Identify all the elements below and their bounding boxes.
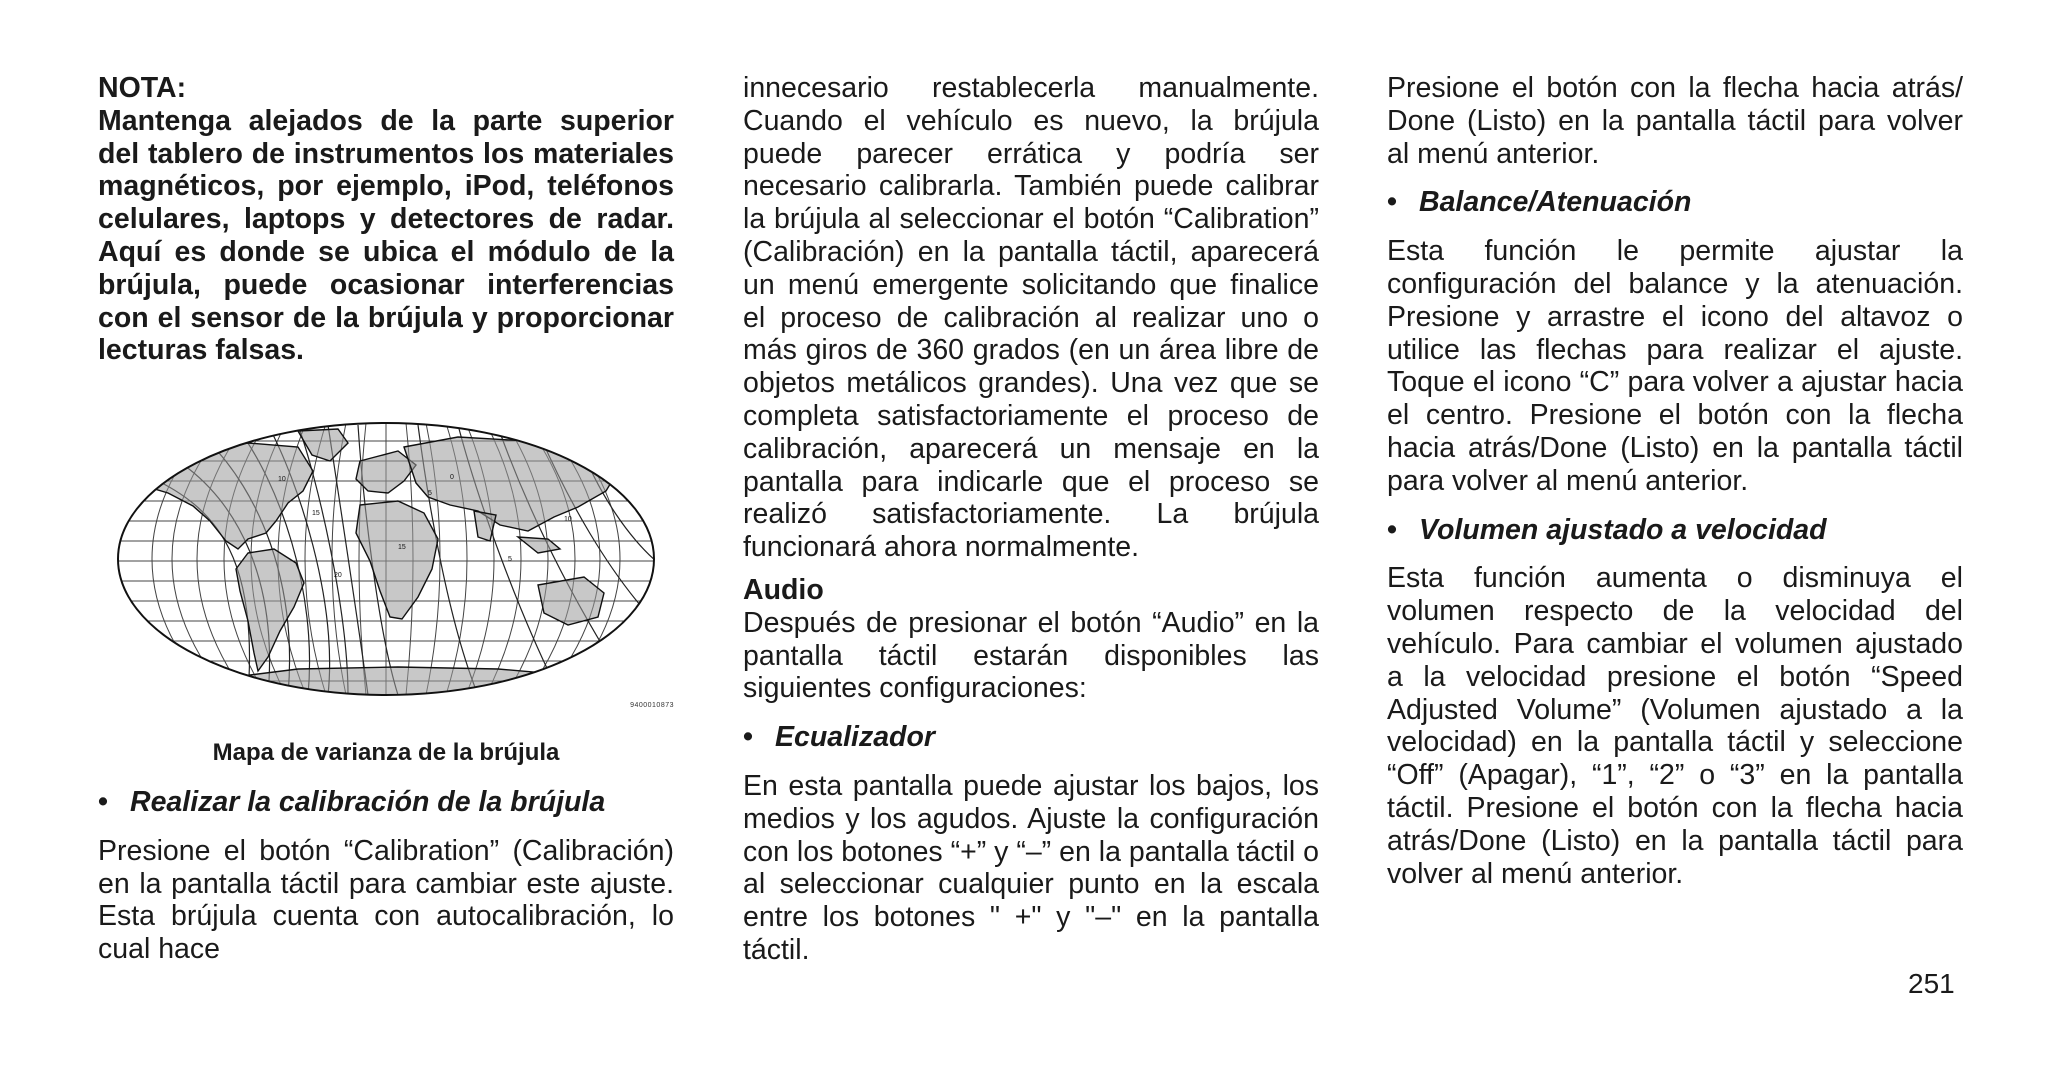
paragraph-speed-volume: Esta función aumenta o disminuya el volumen respecto de la velocidad del vehículo. Para cambiar el volumen ajustado a la velocidad presione el botón “Speed Adjusted Volume” (Volumen ajustado a la velocidad) en la pantalla táctil y seleccione “Off” (Apagar), “1”, “2” o “3” en la pantalla táctil. Presione el botón con la flecha hacia atrás/Done (Listo) en la pantalla táctil para volver al menú anterior. — [1387, 562, 1963, 890]
paragraph-equalizer: En esta pantalla puede ajustar los bajos, los medios y los agudos. Ajuste la configuración con los botones “+” y “–” en la pantalla táctil o al seleccionar cualquier punto en la escala entre los botones " +" y "–" en la pantalla táctil. — [743, 769, 1319, 966]
note-title: NOTA: — [98, 72, 187, 104]
svg-text:15: 15 — [312, 510, 320, 518]
paragraph-audio: Después de presionar el botón “Audio” en la pantalla táctil estarán disponibles las siguientes configuraciones: — [743, 606, 1319, 705]
column-left — [98, 72, 674, 966]
paragraph-calibration-cont: innecesario restablecerla manualmente. Cuando el vehículo es nuevo, la brújula puede parecer errática y podría ser necesario calibrarla. También puede calibrar la brújula al seleccionar el botón “Calibration” (Calibración) en la pantalla táctil, aparecerá un menú emergente solicitando que finalice el proceso de calibración al realizar uno o más giros de 360 grados (en un área libre de objetos metálicos grandes). Una vez que se completa satisfactoriamente el proceso de calibración, aparecerá un mensaje en la pantalla para indicarle que el proceso se realizó satisfactoriamente. La brújula funcionará ahora normalmente. — [743, 72, 1319, 564]
svg-text:0: 0 — [450, 474, 454, 482]
bullet-dot: • — [98, 785, 108, 818]
svg-text:20: 20 — [334, 572, 342, 580]
svg-text:5: 5 — [508, 556, 512, 564]
bullet-calibracion: • Realizar la calibración de la brújula — [98, 785, 606, 818]
paragraph-back-button: Presione el botón con la flecha hacia atrás/ Done (Listo) en la pantalla táctil para volver al menú anterior. — [1387, 72, 1963, 170]
bullet-ecualizador: • Ecualizador — [743, 721, 935, 754]
page-number: 251 — [1908, 968, 1955, 999]
figure-code: 9400010873 — [630, 702, 674, 710]
svg-text:5: 5 — [428, 490, 432, 498]
svg-text:15: 15 — [398, 544, 406, 552]
paragraph-calibration: Presione el botón “Calibration” (Calibración) en la pantalla táctil para cambiar este ajuste. Esta brújula cuenta con autocalibración, lo cual hace — [98, 834, 674, 966]
bullet-dot: • — [743, 721, 753, 754]
svg-text:10: 10 — [564, 516, 572, 524]
column-middle — [743, 72, 1319, 967]
world-map-illustration — [98, 421, 674, 731]
section-heading-audio: Audio — [743, 573, 824, 606]
note-body: Mantenga alejados de la parte superior del tablero de instrumentos los materiales magnéticos, por ejemplo, iPod, teléfonos celulares, laptops y detectores de radar. Aquí es donde se ubica el módulo de la brújula, puede ocasionar interferencias con el sensor de la brújula y proporcionar lecturas falsas. — [98, 104, 674, 367]
bullet-dot: • — [1387, 186, 1397, 219]
bullet-volumen: • Volumen ajustado a velocidad — [1387, 513, 1827, 546]
figure-caption: Mapa de varianza de la brújula — [212, 739, 560, 767]
compass-variance-map-figure — [98, 421, 674, 731]
paragraph-balance: Esta función le permite ajustar la configuración del balance y la atenuación. Presione y arrastre el icono del altavoz o utilice las flechas para realizar el ajuste. Toque el icono “C” para volver a ajustar hacia el centro. Presione el botón con la flecha hacia atrás/Done (Listo) en la pantalla táctil para volver al menú anterior. — [1387, 235, 1963, 497]
bullet-balance: • Balance/Atenuación — [1387, 186, 1692, 219]
svg-text:10: 10 — [278, 476, 286, 484]
bullet-dot: • — [1387, 513, 1397, 546]
column-right — [1387, 72, 1963, 890]
